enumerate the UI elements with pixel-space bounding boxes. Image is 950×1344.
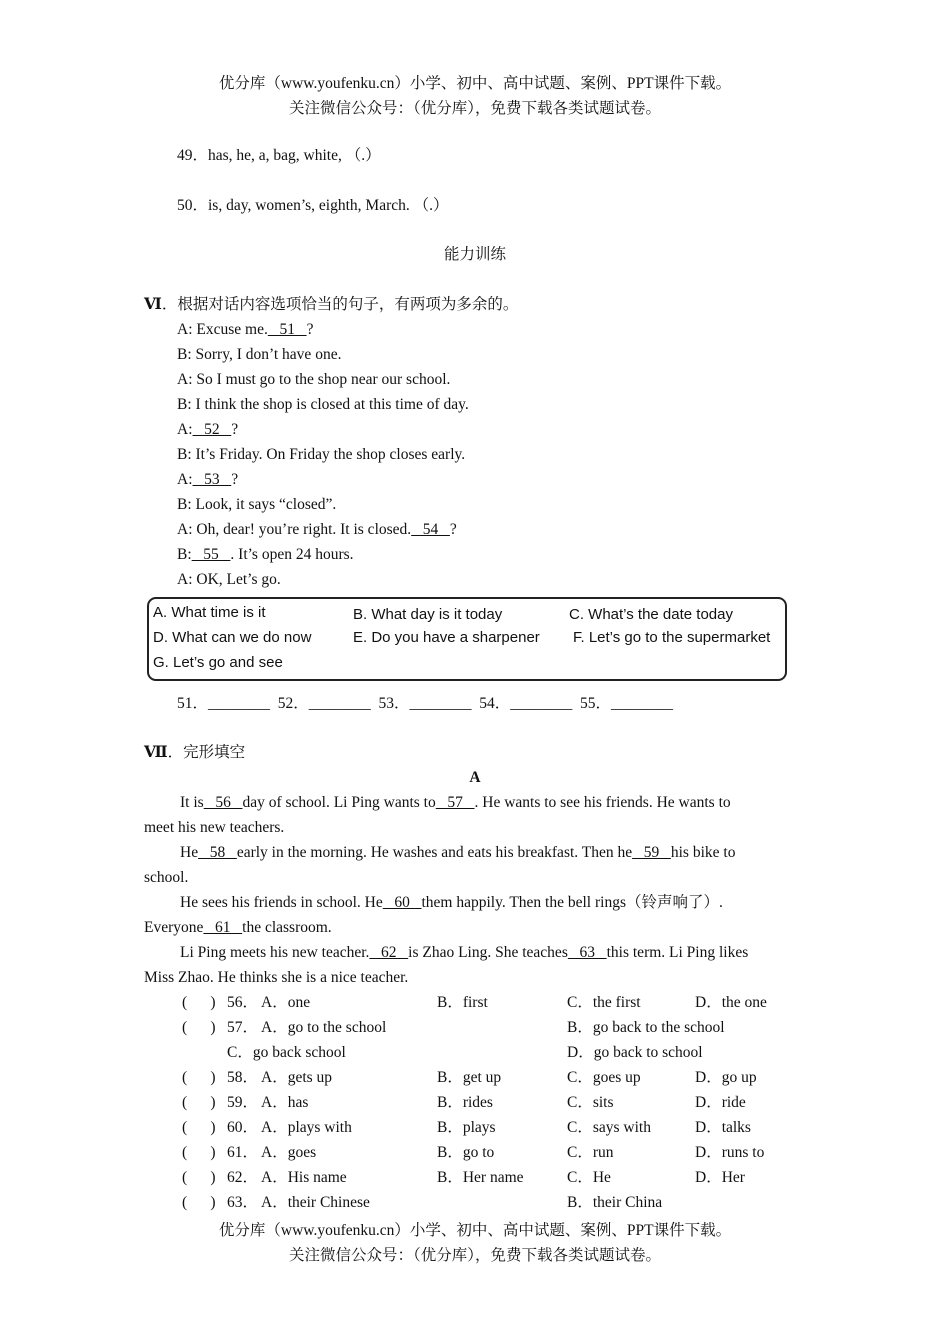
choice-d[interactable]: D．runs to xyxy=(695,1144,765,1161)
blank-58[interactable]: 58 xyxy=(198,844,237,861)
footer-line-2: 关注微信公众号：（优分库），免费下载各类试题试卷。 xyxy=(288,1247,661,1264)
dialogue-line-4: B: I think the shop is closed at this time of day. xyxy=(177,396,469,413)
question-number: 62． xyxy=(227,1169,259,1186)
choice-b[interactable]: B．Her name xyxy=(437,1169,524,1186)
choice-b[interactable]: B．go to xyxy=(437,1144,495,1161)
blank-60[interactable]: 60 xyxy=(382,894,422,911)
answer-bracket[interactable]: ( ) xyxy=(182,1169,216,1186)
option-a: A. What time is it xyxy=(153,604,266,621)
blank-59[interactable]: 59 xyxy=(632,844,671,861)
question-number: 57． xyxy=(227,1019,259,1036)
answer-bracket[interactable]: ( ) xyxy=(182,1094,216,1111)
blank-51[interactable]: 51 xyxy=(267,321,307,338)
blank-61[interactable]: 61 xyxy=(203,919,243,936)
question-number: 59． xyxy=(227,1094,259,1111)
part7-heading xyxy=(144,743,245,763)
answer-bracket[interactable]: ( ) xyxy=(182,1069,216,1086)
blank-56[interactable]: 56 xyxy=(203,794,243,811)
header-line-1: 优分库（www.youfenku.cn）小学、初中、高中试题、案例、PPT课件下载。 xyxy=(218,75,732,92)
choice-d[interactable]: D．ride xyxy=(695,1094,746,1111)
choice-b[interactable]: B．their China xyxy=(567,1194,663,1211)
answer-bracket[interactable]: ( ) xyxy=(182,1194,216,1211)
option-b: B. What day is it today xyxy=(353,606,503,623)
choice-c[interactable]: C．says with xyxy=(567,1119,651,1136)
part6-heading xyxy=(144,295,518,315)
dialogue-line-1: A: Excuse me. 51 ? xyxy=(177,321,314,338)
answer-line[interactable]: 51．________ 52．________ 53．________ 54．________ 55．________ xyxy=(177,695,674,712)
choice-d[interactable]: D．talks xyxy=(695,1119,751,1136)
dialogue-line-8: B: Look, it says “closed”. xyxy=(177,496,337,513)
choice-a[interactable]: A．their Chinese xyxy=(261,1194,370,1211)
paragraph-4-line-1: Li Ping meets his new teacher. 62 is Zhao Ling. She teaches 63 this term. Li Ping likes xyxy=(180,944,749,961)
answer-bracket[interactable]: ( ) xyxy=(182,1144,216,1161)
choice-c[interactable]: C．sits xyxy=(567,1094,614,1111)
blank-52[interactable]: 52 xyxy=(192,421,232,438)
choice-a[interactable]: A．gets up xyxy=(261,1069,333,1086)
option-e: E. Do you have a sharpener xyxy=(353,629,540,646)
question-number: 58． xyxy=(227,1069,259,1086)
choice-d[interactable]: D．go back to school xyxy=(567,1044,703,1061)
option-c: C. What’s the date today xyxy=(569,606,733,623)
choice-d[interactable]: D．go up xyxy=(695,1069,757,1086)
choice-a[interactable]: A．one xyxy=(261,994,311,1011)
choice-c[interactable]: C．go back school xyxy=(227,1044,346,1061)
choice-a[interactable]: A．plays with xyxy=(261,1119,352,1136)
dialogue-line-3: A: So I must go to the shop near our school. xyxy=(177,371,451,388)
paragraph-1-line-1: It is 56 day of school. Li Ping wants to 57 . He wants to see his friends. He wants to xyxy=(180,794,731,811)
passage-title: A xyxy=(469,769,481,786)
section-title: 能力训练 xyxy=(443,246,506,263)
question-number: 56． xyxy=(227,994,259,1011)
blank-63[interactable]: 63 xyxy=(567,944,607,961)
paragraph-4-line-2: Miss Zhao. He thinks she is a nice teacher. xyxy=(144,969,409,986)
answer-bracket[interactable]: ( ) xyxy=(182,1119,216,1136)
question-number: 61． xyxy=(227,1144,259,1161)
dialogue-line-7: A: 53 ? xyxy=(177,471,239,488)
part6-heading-text: ．根据对话内容选项恰当的句子，有两项为多余的。 xyxy=(161,296,519,313)
dialogue-line-10: B: 55 . It’s open 24 hours. xyxy=(177,546,354,563)
option-g: G. Let’s go and see xyxy=(153,654,283,671)
question-50: 50．is, day, women’s, eighth, March. （.） xyxy=(177,197,449,214)
choice-c[interactable]: C．the first xyxy=(567,994,641,1011)
blank-57[interactable]: 57 xyxy=(435,794,475,811)
answer-bracket[interactable]: ( ) xyxy=(182,1019,216,1036)
choice-b[interactable]: B．first xyxy=(437,994,488,1011)
dialogue-line-11: A: OK, Let’s go. xyxy=(177,571,281,588)
footer-line-1: 优分库（www.youfenku.cn）小学、初中、高中试题、案例、PPT课件下载。 xyxy=(218,1222,732,1239)
dialogue-line-9: A: Oh, dear! you’re right. It is closed. 54 ? xyxy=(177,521,457,538)
choice-b[interactable]: B．get up xyxy=(437,1069,502,1086)
paragraph-3-line-2: Everyone 61 the classroom. xyxy=(144,919,332,936)
choice-b[interactable]: B．rides xyxy=(437,1094,493,1111)
dialogue-line-2: B: Sorry, I don’t have one. xyxy=(177,346,342,363)
question-number: 63． xyxy=(227,1194,259,1211)
choice-c[interactable]: C．He xyxy=(567,1169,611,1186)
choice-d[interactable]: D．Her xyxy=(695,1169,745,1186)
question-number: 60． xyxy=(227,1119,259,1136)
part7-heading-text: ．完形填空 xyxy=(167,744,246,761)
choice-d[interactable]: D．the one xyxy=(695,994,767,1011)
question-49: 49．has, he, a, bag, white, （.） xyxy=(177,147,381,164)
choice-c[interactable]: C．run xyxy=(567,1144,614,1161)
blank-53[interactable]: 53 xyxy=(192,471,232,488)
choice-b[interactable]: B．plays xyxy=(437,1119,496,1136)
paragraph-2-line-2: school. xyxy=(144,869,189,886)
paragraph-3-line-1: He sees his friends in school. He 60 them happily. Then the bell rings（铃声响了）. xyxy=(180,894,723,911)
header-line-2: 关注微信公众号：（优分库），免费下载各类试题试卷。 xyxy=(288,100,661,117)
choice-a[interactable]: A．go to the school xyxy=(261,1019,387,1036)
paragraph-2-line-1: He 58 early in the morning. He washes and eats his breakfast. Then he 59 his bike to xyxy=(180,844,736,861)
part6-heading-num: Ⅵ xyxy=(144,296,162,313)
part7-heading-num: Ⅶ xyxy=(144,744,168,761)
blank-55[interactable]: 55 xyxy=(191,546,231,563)
option-d: D. What can we do now xyxy=(153,629,312,646)
dialogue-line-6: B: It’s Friday. On Friday the shop closes early. xyxy=(177,446,466,463)
choice-b[interactable]: B．go back to the school xyxy=(567,1019,725,1036)
dialogue-line-5: A: 52 ? xyxy=(177,421,239,438)
blank-62[interactable]: 62 xyxy=(369,944,409,961)
choice-a[interactable]: A．has xyxy=(261,1094,309,1111)
answer-bracket[interactable]: ( ) xyxy=(182,994,216,1011)
choice-c[interactable]: C．goes up xyxy=(567,1069,641,1086)
options-box xyxy=(147,597,787,681)
choice-a[interactable]: A．goes xyxy=(261,1144,317,1161)
choice-a[interactable]: A．His name xyxy=(261,1169,347,1186)
option-f: F. Let’s go to the supermarket xyxy=(573,629,771,646)
paragraph-1-line-2: meet his new teachers. xyxy=(144,819,285,836)
blank-54[interactable]: 54 xyxy=(411,521,450,538)
